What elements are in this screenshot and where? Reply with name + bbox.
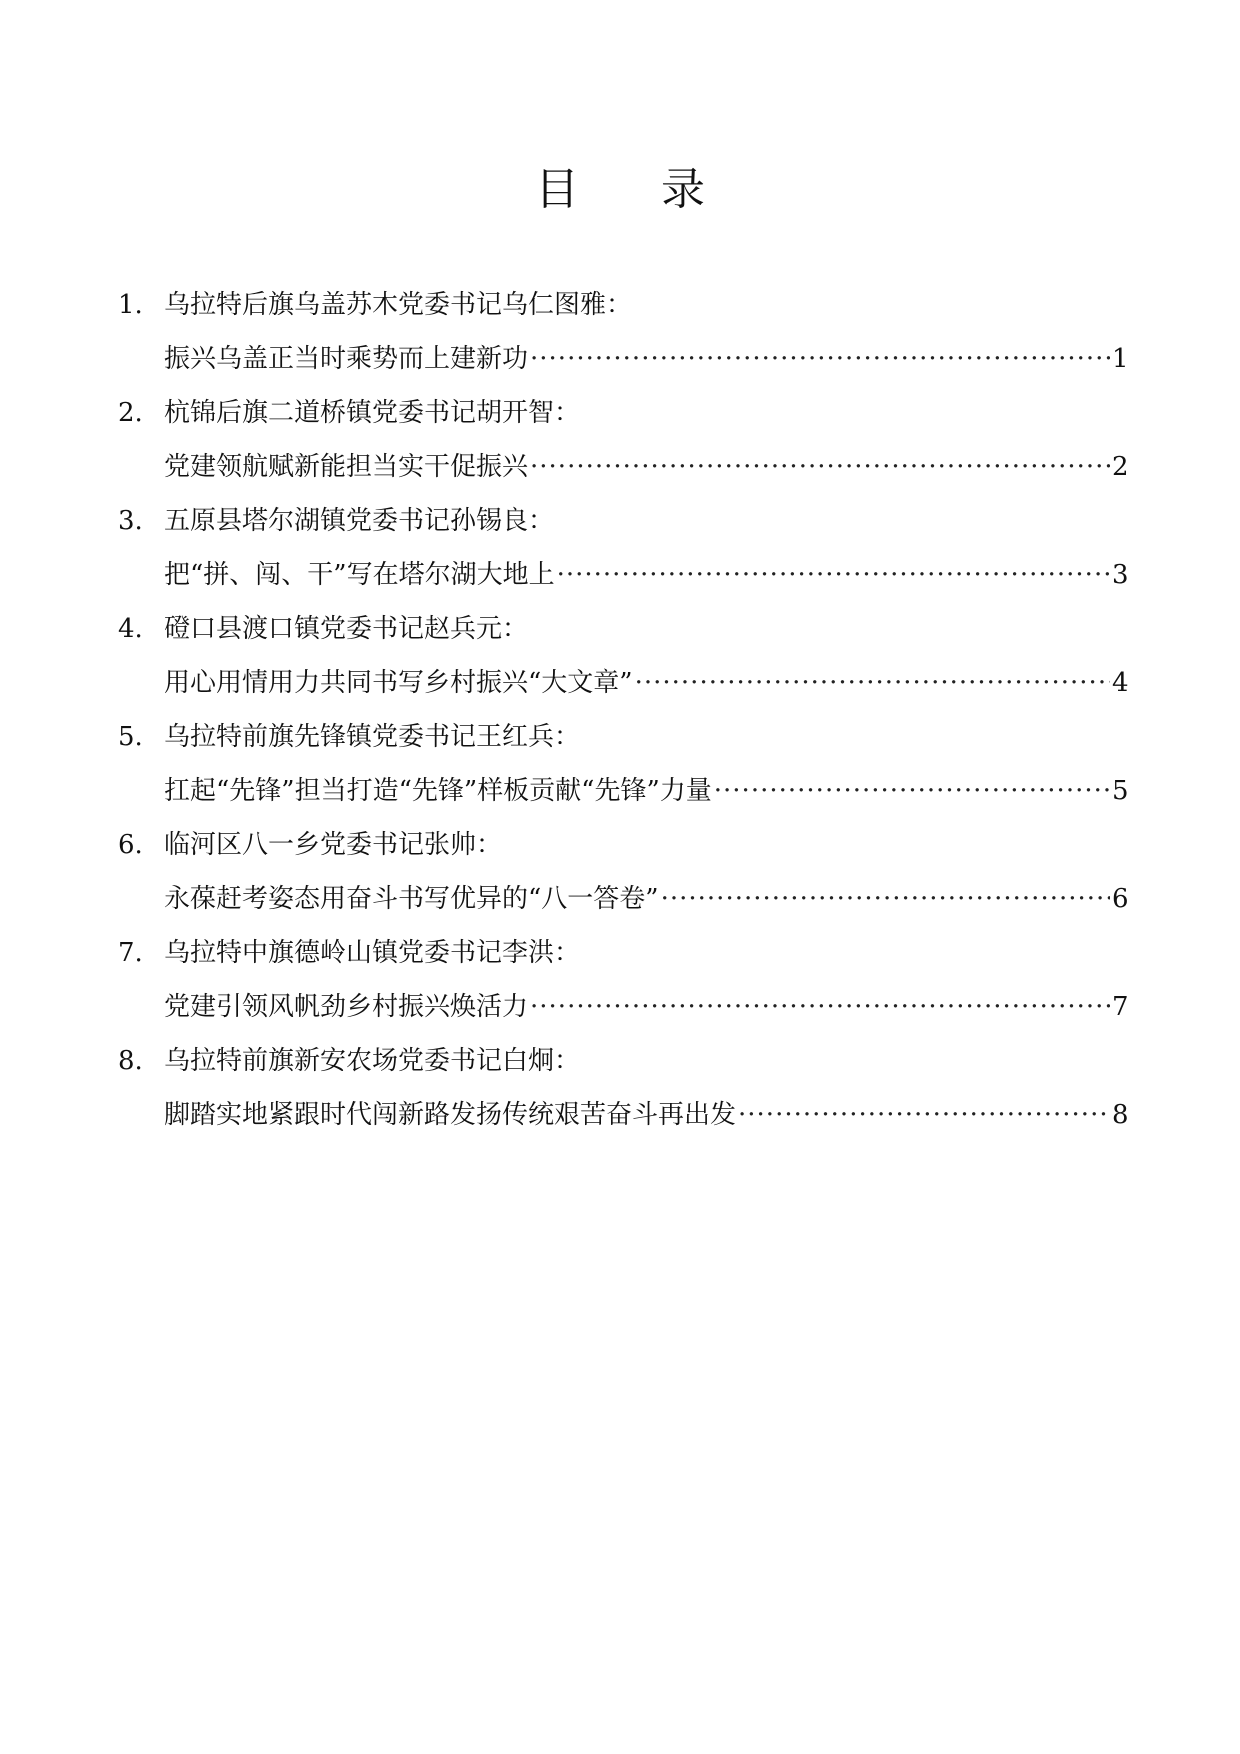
toc-entry-6[interactable] [118,818,1128,926]
toc-entry-heading [118,710,1128,764]
dot-leader [530,440,1110,494]
toc-page-number: 6 [1112,884,1129,914]
toc-entry-subtitle-line [118,440,1128,494]
toc-entry-heading [118,1034,1128,1088]
toc-entry-7[interactable] [118,926,1128,1034]
dot-leader [714,764,1110,818]
toc-entry-number: 6. [118,830,143,860]
toc-entry-subtitle: 用心用情用力共同书写乡村振兴“大文章” [164,668,633,698]
toc-page-number: 1 [1112,344,1129,374]
toc-entry-number: 8. [118,1046,143,1076]
toc-entry-heading-text: 磴口县渡口镇党委书记赵兵元： [164,614,529,644]
dot-leader [738,1088,1110,1142]
toc-entry-subtitle: 党建领航赋新能担当实干促振兴 [164,452,529,482]
toc-page-number: 2 [1112,452,1129,482]
toc-entry-subtitle-line [118,980,1128,1034]
toc-entry-subtitle: 永葆赶考姿态用奋斗书写优异的“八一答卷” [164,884,659,914]
toc-page-number: 7 [1112,992,1129,1022]
toc-page-number: 4 [1112,668,1129,698]
toc-page-number: 5 [1112,776,1129,806]
toc-entry-heading [118,818,1128,872]
toc-entry-number: 1. [118,290,143,320]
toc-entry-heading [118,278,1128,332]
dot-leader [530,332,1110,386]
toc-entry-subtitle-line [118,1088,1128,1142]
toc-entry-heading-text: 乌拉特前旗新安农场党委书记白炯： [164,1046,581,1076]
toc-entry-subtitle: 党建引领风帆劲乡村振兴焕活力 [164,992,529,1022]
toc-entry-8[interactable] [118,1034,1128,1142]
toc-entry-number: 3. [118,506,143,536]
toc-entry-heading-text: 乌拉特前旗先锋镇党委书记王红兵： [164,722,581,752]
toc-entry-number: 2. [118,398,143,428]
toc-entry-heading [118,386,1128,440]
toc-entry-subtitle-line [118,548,1128,602]
toc-entry-heading-text: 临河区八一乡党委书记张帅： [164,830,503,860]
toc-entry-heading-text: 杭锦后旗二道桥镇党委书记胡开智： [164,398,581,428]
toc-entry-subtitle-line [118,332,1128,386]
toc-entry-number: 4. [118,614,143,644]
table-of-contents [118,278,1128,1142]
toc-entry-4[interactable] [118,602,1128,710]
dot-leader [530,980,1110,1034]
dot-leader [661,872,1110,926]
toc-entry-heading-text: 乌拉特中旗德岭山镇党委书记李洪： [164,938,581,968]
toc-entry-number: 5. [118,722,143,752]
toc-page-number: 3 [1112,560,1129,590]
toc-entry-heading [118,926,1128,980]
toc-entry-heading-text: 乌拉特后旗乌盖苏木党委书记乌仁图雅： [164,290,633,320]
toc-entry-subtitle: 脚踏实地紧跟时代闯新路发扬传统艰苦奋斗再出发 [164,1100,737,1130]
toc-entry-subtitle: 把“拼、闯、干”写在塔尔湖大地上 [164,560,555,590]
toc-entry-2[interactable] [118,386,1128,494]
toc-entry-5[interactable] [118,710,1128,818]
toc-entry-heading [118,602,1128,656]
toc-entry-number: 7. [118,938,143,968]
toc-entry-heading [118,494,1128,548]
page-title: 目 录 [535,164,739,215]
toc-entry-1[interactable] [118,278,1128,386]
toc-entry-subtitle-line [118,764,1128,818]
toc-entry-subtitle: 振兴乌盖正当时乘势而上建新功 [164,344,529,374]
toc-entry-subtitle: 扛起“先锋”担当打造“先锋”样板贡献“先锋”力量 [164,776,712,806]
dot-leader [557,548,1110,602]
toc-entry-subtitle-line [118,872,1128,926]
dot-leader [635,656,1110,710]
toc-entry-3[interactable] [118,494,1128,602]
toc-page-number: 8 [1112,1100,1129,1130]
toc-entry-subtitle-line [118,656,1128,710]
toc-entry-heading-text: 五原县塔尔湖镇党委书记孙锡良： [164,506,555,536]
